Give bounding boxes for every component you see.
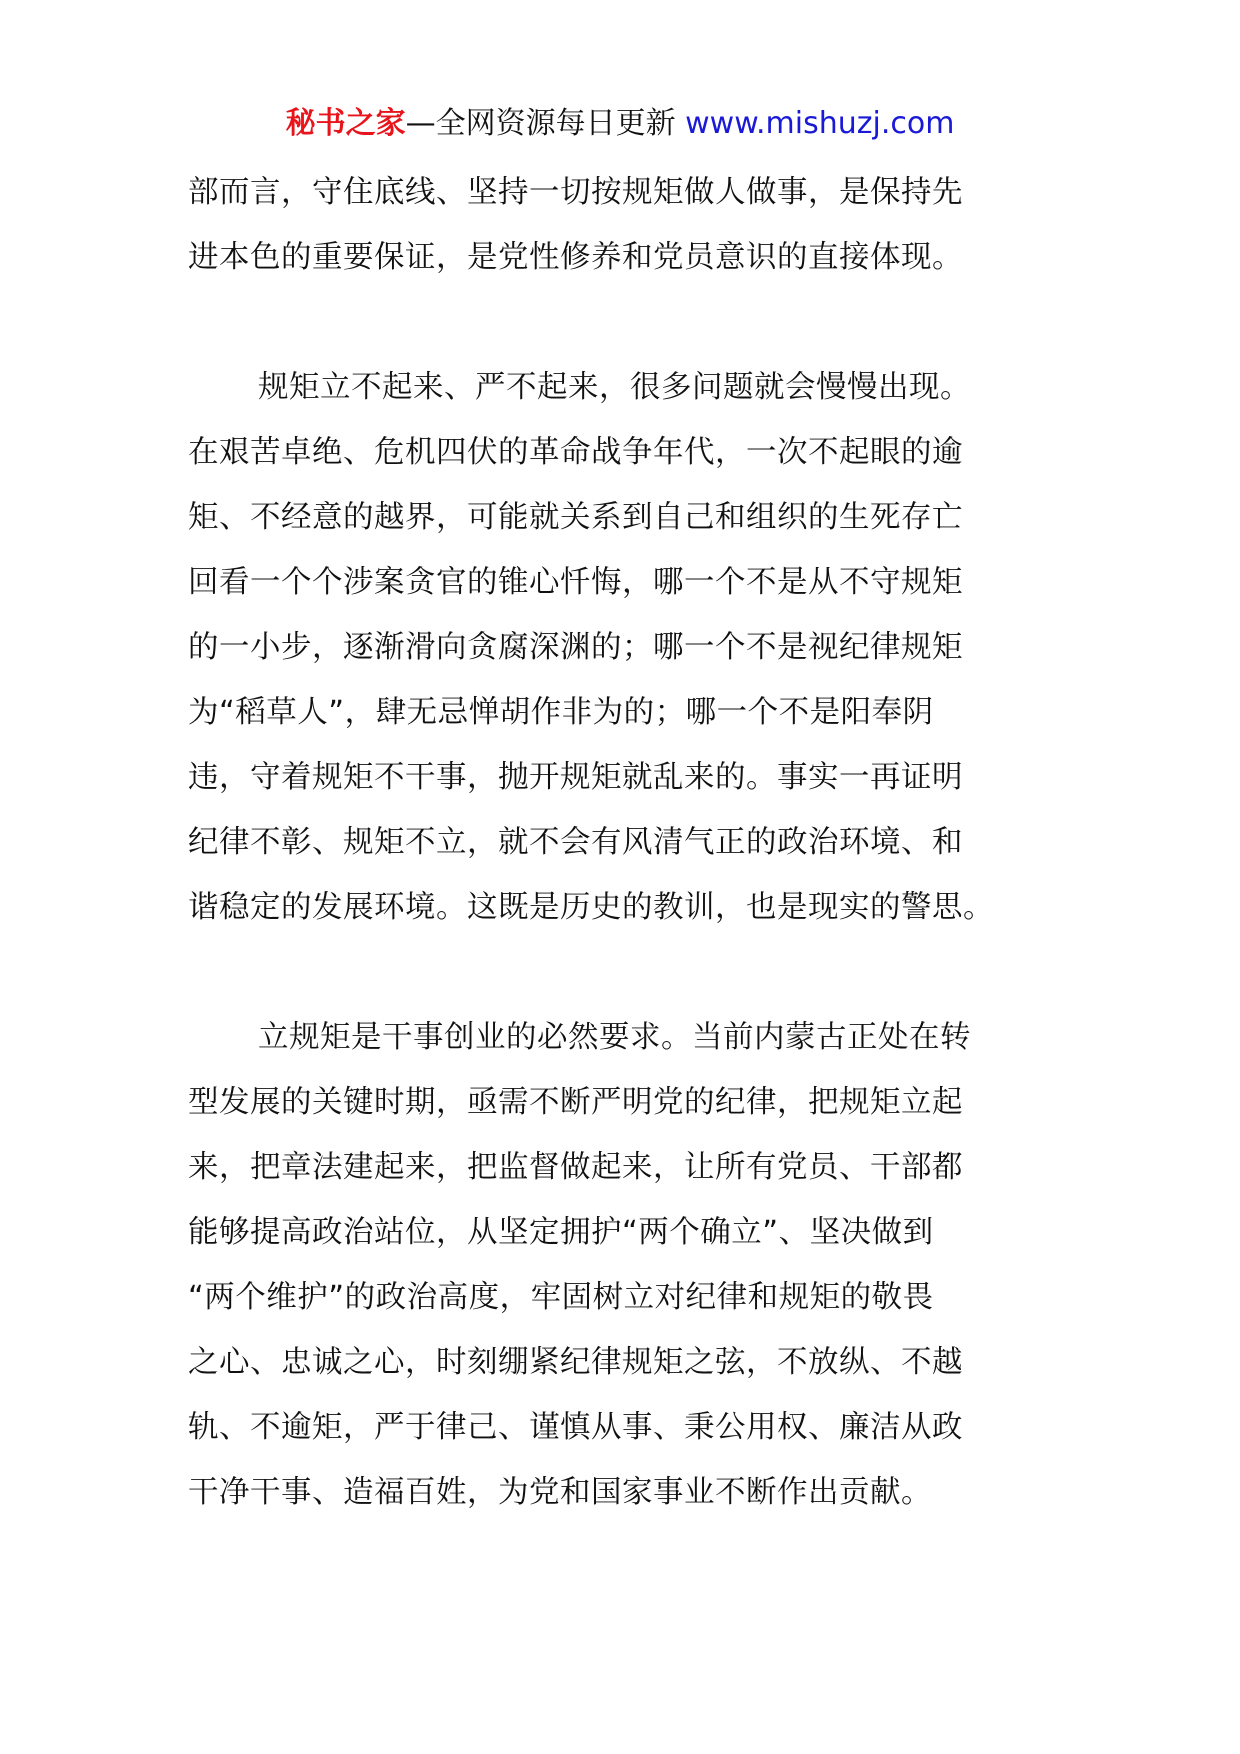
header-tagline: —全网资源每日更新 (405, 106, 676, 141)
text-line: 规矩立不起来、严不起来，很多问题就会慢慢出现。 (258, 370, 971, 405)
text-line: 在艰苦卓绝、危机四伏的革命战争年代，一次不起眼的逾 (188, 435, 963, 470)
text-line: 矩、不经意的越界，可能就关系到自己和组织的生死存亡 (188, 500, 963, 535)
paragraph-1 (188, 160, 1058, 290)
document-body (188, 160, 1058, 1525)
text-line: 违，守着规矩不干事，抛开规矩就乱来的。事实一再证明 (188, 760, 963, 795)
paragraph-3 (188, 1005, 1058, 1525)
text-line: 之心、忠诚之心，时刻绷紧纪律规矩之弦，不放纵、不越 (188, 1345, 963, 1380)
text-line: 进本色的重要保证，是党性修养和党员意识的直接体现。 (188, 240, 963, 275)
paragraph-spacer (188, 290, 1058, 355)
text-line: 纪律不彰、规矩不立，就不会有风清气正的政治环境、和 (188, 825, 963, 860)
site-url-link[interactable]: www.mishuzj.com (685, 106, 955, 141)
paragraph-2 (188, 355, 1058, 940)
paragraph-spacer (188, 940, 1058, 1005)
text-line: 谐稳定的发展环境。这既是历史的教训，也是现实的警思。 (188, 890, 994, 925)
brand-name: 秘书之家 (285, 106, 406, 141)
text-line: 为“稻草人”，肆无忌惮胡作非为的；哪一个不是阳奉阴 (188, 695, 934, 730)
text-line: 来，把章法建起来，把监督做起来，让所有党员、干部都 (188, 1150, 963, 1185)
text-line: 的一小步，逐渐滑向贪腐深渊的；哪一个不是视纪律规矩 (188, 630, 963, 665)
text-line: 干净干事、造福百姓，为党和国家事业不断作出贡献。 (188, 1475, 932, 1510)
site-header (0, 100, 1240, 148)
text-line: “两个维护”的政治高度，牢固树立对纪律和规矩的敬畏 (188, 1280, 934, 1315)
text-line: 立规矩是干事创业的必然要求。当前内蒙古正处在转 (258, 1020, 971, 1055)
text-line: 回看一个个涉案贪官的锥心忏悔，哪一个不是从不守规矩 (188, 565, 963, 600)
text-line: 型发展的关键时期，亟需不断严明党的纪律，把规矩立起 (188, 1085, 963, 1120)
text-line: 轨、不逾矩，严于律己、谨慎从事、秉公用权、廉洁从政 (188, 1410, 963, 1445)
text-line: 能够提高政治站位，从坚定拥护“两个确立”、坚决做到 (188, 1215, 934, 1250)
text-line: 部而言，守住底线、坚持一切按规矩做人做事，是保持先 (188, 175, 963, 210)
